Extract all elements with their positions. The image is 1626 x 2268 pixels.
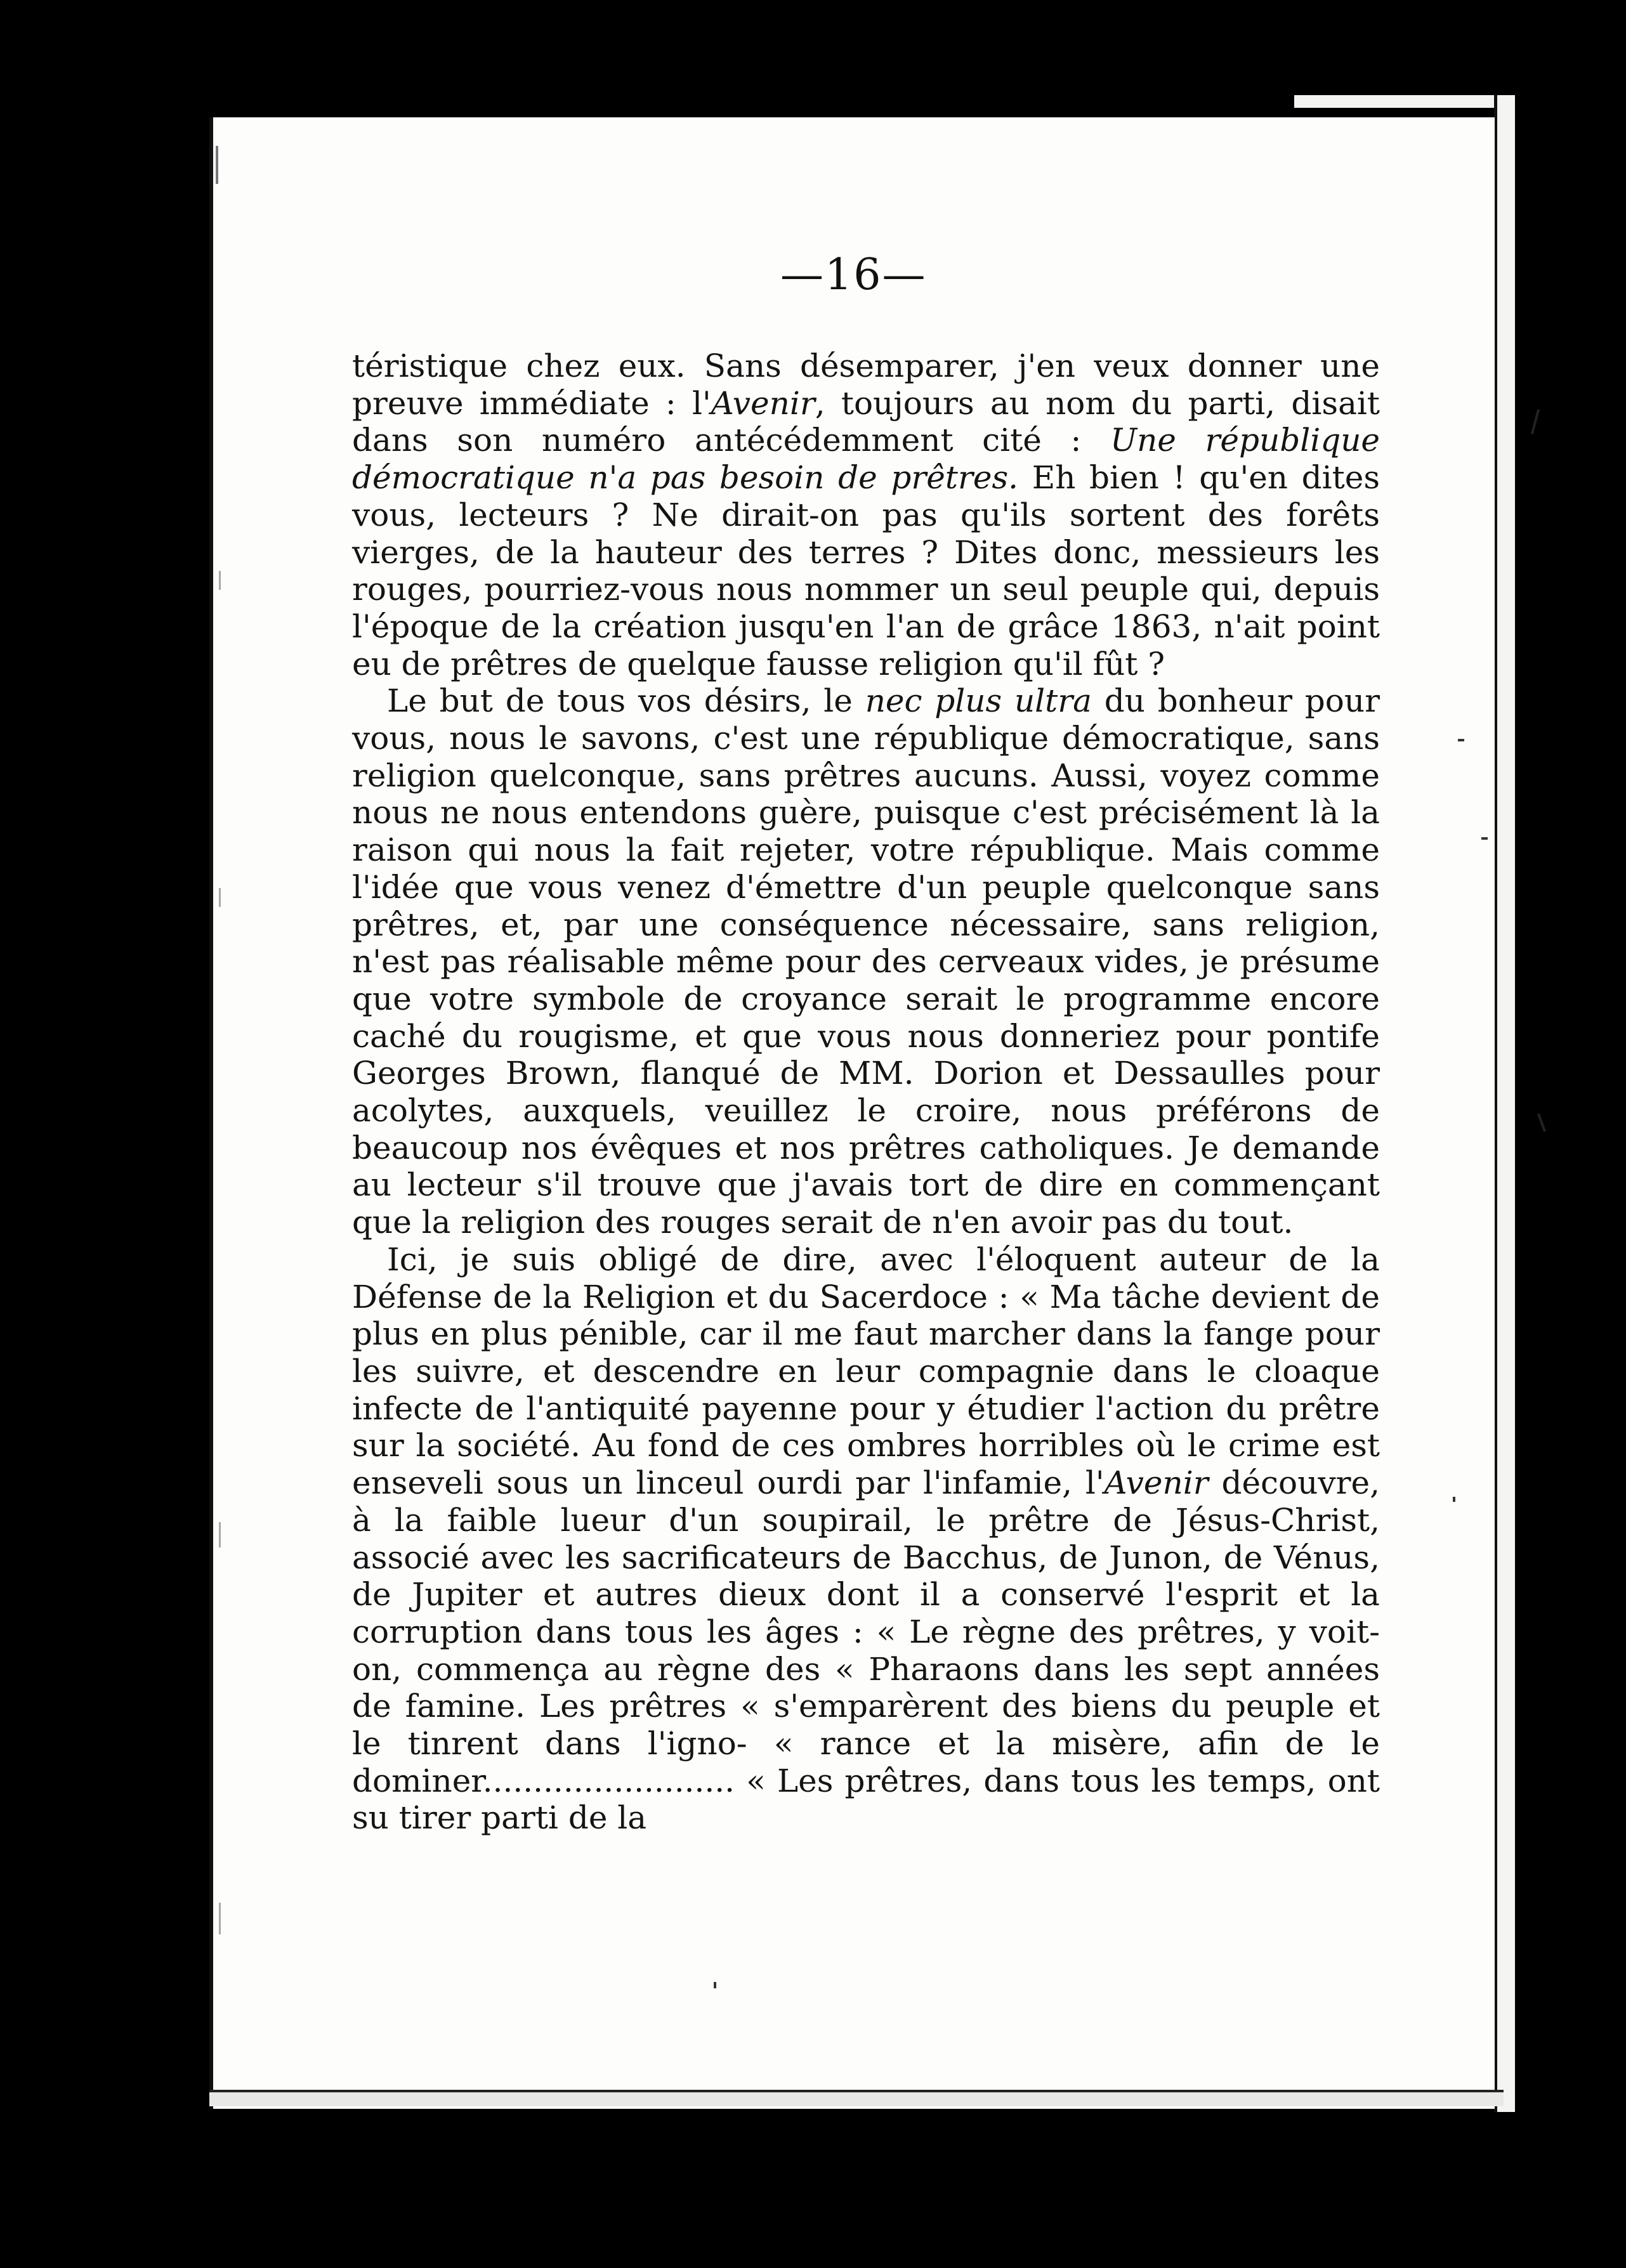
paragraph-1 [352,348,1380,682]
text-segment-italic: Avenir [1104,1464,1209,1502]
text-segment: Ici, je suis obligé de dire, avec l'éloquent auteur de la Défense de la Religion et du Sacerdoce : « Ma tâche devient de plus en plus pénible, car il me faut marcher dans la fange pour les suivre, et descendre en leur compagnie dans le cloaque infecte de l'antiquité payenne pour y étudier l'action du prêtre sur la société. Au fond de ces ombres horribles où le crime est enseveli sous un linceul ourdi par l'infamie, l' [352,1241,1380,1502]
body-text [352,348,1380,1837]
text-segment: , toujours au nom du parti, disait dans son numéro antécédemment cité : [352,384,1380,459]
text-segment: du bonheur pour vous, nous le savons, c'est une république démocratique, sans religion quelconque, sans prêtres aucuns. Aussi, voyez comme nous ne nous entendons guère, puisque c'est précisément là la raison qui nous la fait rejeter, votre république. Mais comme l'idée que vous venez d'émettre d'un peuple quelconque sans prêtres, et, par une conséquence nécessaire, sans religion, n'est pas réalisable même pour des cerveaux vides, je présume que votre symbole de croyance serait le programme encore caché du rougisme, et que vous nous donneriez pour pontife Georges Brown, flanqué de MM. Dorion et Dessaulles pour acolytes, auxquels, veuillez le croire, nous préférons de beaucoup nos évêques et nos prêtres catholiques. Je demande au lecteur s'il trouve que j'avais tort de dire en commençant que la religion des rouges serait de n'en avoir pas du tout. [352,682,1380,1241]
text-segment: téristique chez eux. Sans désemparer, j'en veux donner une preuve immédiate : l' [352,348,1380,422]
page-edge-right [1494,95,1515,2112]
paragraph-2 [352,682,1380,1241]
text-segment: Eh bien ! qu'en dites vous, lecteurs ? Ne dirait-on pas qu'ils sortent des forêts vierges, de la hauteur des terres ? Dites donc, messieurs les rouges, pourriez-vous nous nommer un seul peuple qui, depuis l'époque de la création jusqu'en l'an de grâce 1863, n'ait point eu de prêtres de quelque fausse religion qu'il fût ? [352,459,1380,682]
text-segment: découvre, à la faible lueur d'un soupirail, le prêtre de Jésus-Christ, associé avec les sacrificateurs de Bacchus, de Junon, de Vénus, de Jupiter et autres dieux dont il a conservé l'esprit et la corruption dans tous les âges : « Le règne des prêtres, y voit-on, commença au règne des « Pharaons dans les sept années de famine. Les prêtres « s'emparèrent des biens du peuple et le tinrent dans l'igno- « rance et la misère, afin de le dominer......................... « Les prêtres, dans tous les temps, ont su tirer parti de la [352,1464,1380,1837]
text-segment-italic: Une république démocratique n'a pas besoin de prêtres. [352,422,1380,497]
page-number: —16— [780,250,927,300]
page-edge-bottom [209,2090,1504,2106]
text-segment: Le but de tous vos désirs, le [387,682,865,720]
text-segment-italic: Avenir [711,384,815,422]
paragraph-3 [352,1241,1380,1837]
text-segment-italic: nec plus ultra [865,682,1092,720]
page-edge-top [1294,95,1504,108]
